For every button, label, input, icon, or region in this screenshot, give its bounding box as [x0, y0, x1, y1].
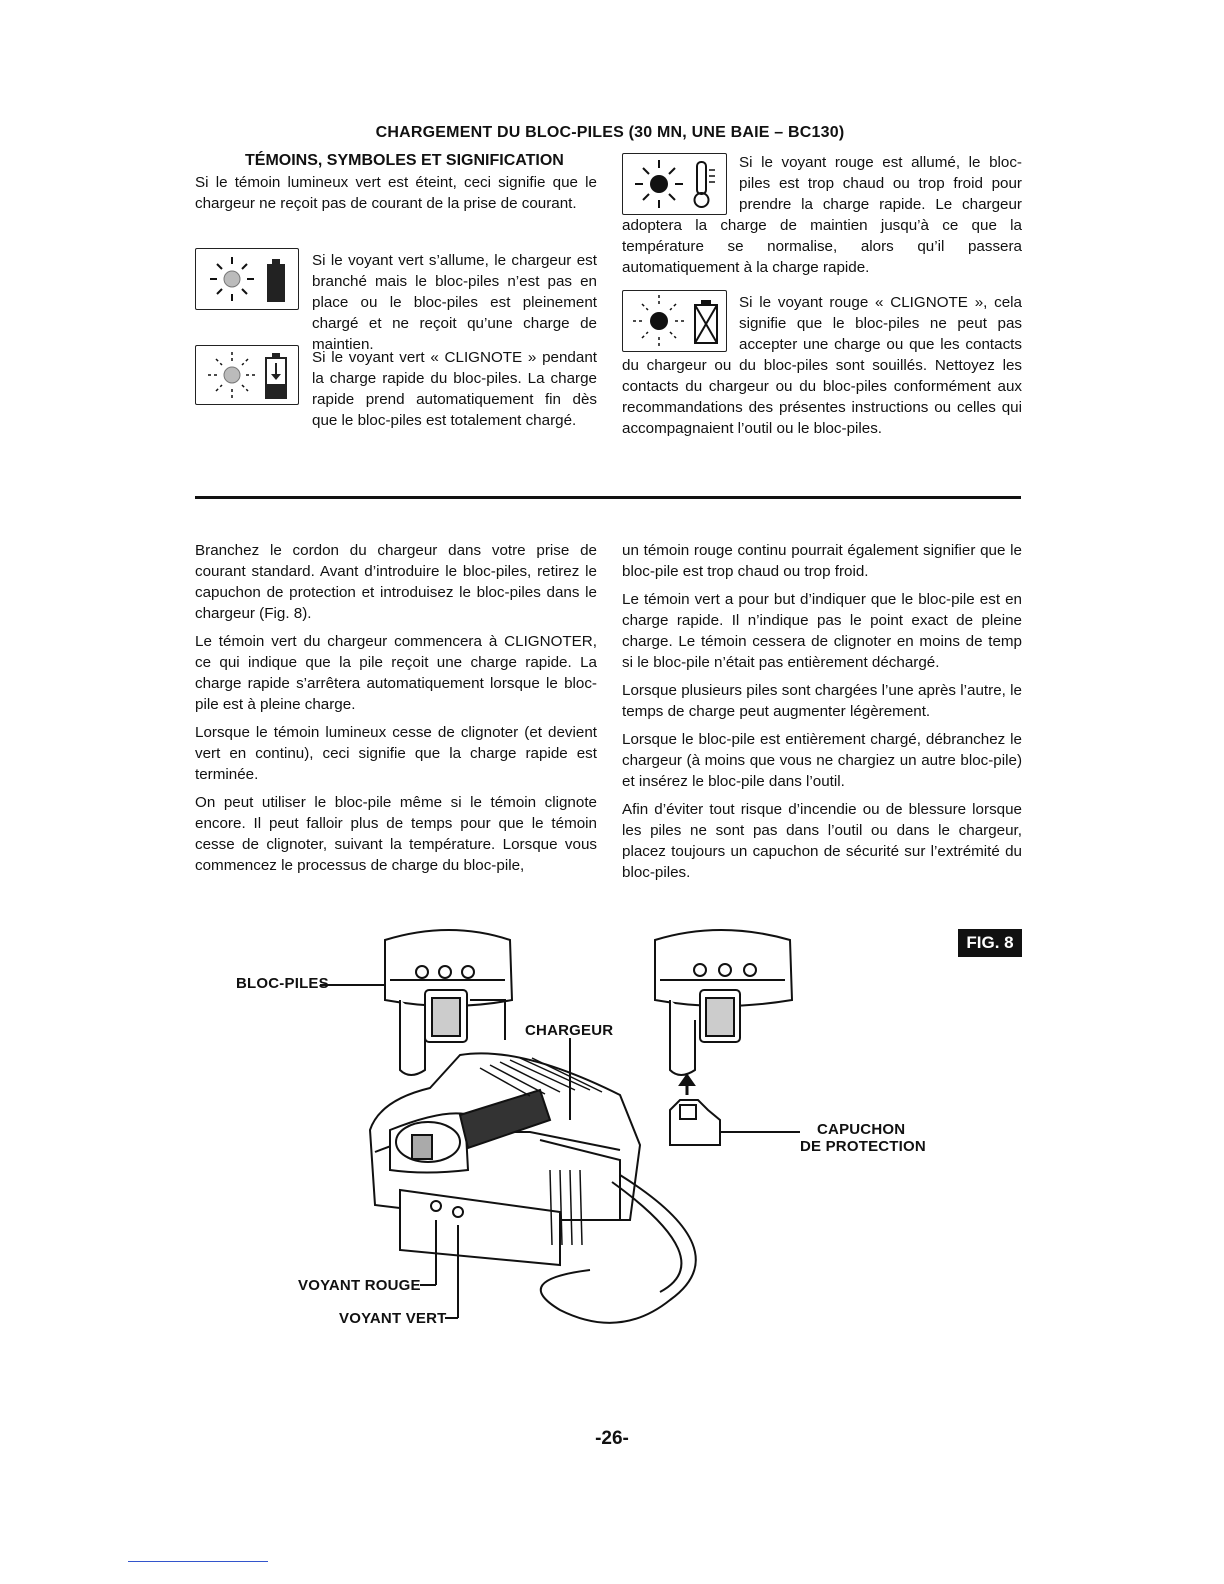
green-steady-text: Si le voyant vert s’allume, le chargeur est branché mais le bloc-piles n’est pas en place ou le bloc-piles est pleinement chargé et ne reçoit qu’une charge de maintien.: [312, 252, 597, 353]
green-light-blinking-icon: [195, 345, 299, 405]
section-divider: [195, 496, 1021, 499]
red-steady-text: Si le voyant rouge est allumé, le bloc-piles est trop chaud ou trop froid pour prendre la charge rapide. Le chargeur adoptera la charge de maintien jusqu’à ce que la température se normalise, alors qu’il passera automatiquement à la charge rapide.: [622, 154, 1022, 276]
label-green-light: VOYANT VERT: [339, 1310, 447, 1327]
green-light-steady-icon: [195, 248, 299, 310]
label-charger: CHARGEUR: [525, 1022, 614, 1039]
body-right-paragraph: Afin d’éviter tout risque d’incendie ou de blessure lorsque les piles ne sont pas dans l’outil ou dans le chargeur, placez toujours un capuchon de sécurité sur l’extrémité du bloc-piles.: [622, 801, 1022, 881]
label-battery: BLOC-PILES: [236, 975, 329, 992]
body-left-column: [195, 540, 597, 883]
label-red-light: VOYANT ROUGE: [298, 1277, 421, 1294]
label-cap-line2: DE PROTECTION: [800, 1138, 926, 1155]
footer-line: [128, 1561, 268, 1562]
red-blink-text: Si le voyant rouge « CLIGNOTE », cela signifie que le bloc-piles ne peut pas accepter une charge ou que les contacts du chargeur ou du bloc-piles sont souillés. Nettoyez les contacts du chargeur ou du bloc-piles conformément aux recommandations des présentes instructions ou celles qui accompagnaient l’outil ou le bloc-piles.: [622, 294, 1022, 437]
page-number: -26-: [595, 1428, 629, 1449]
green-blink-text: Si le voyant vert « CLIGNOTE » pendant la charge rapide du bloc-piles. La charge rapide prend automatiquement fin dès que le bloc-piles est totalement chargé.: [312, 349, 597, 429]
body-right-paragraph: Lorsque plusieurs piles sont chargées l’une après l’autre, le temps de charge peut augmenter légèrement.: [622, 682, 1022, 720]
body-left-paragraph: On peut utiliser le bloc-pile même si le témoin clignote encore. Il peut falloir plus de temps pour que le témoin cesse de clignoter, suivant la température. Lorsque vous commencez le processus de charge du bloc-pile,: [195, 794, 597, 874]
body-right-paragraph: Le témoin vert a pour but d’indiquer que le bloc-pile est en charge rapide. Il n’indique pas le point exact de pleine charge. Le témoin cessera de clignoter en moins de temp si le bloc-pile n’était pas entièrement déchargé.: [622, 591, 1022, 671]
body-right-paragraph: Lorsque le bloc-pile est entièrement chargé, débranchez le chargeur (à moins que vous ne chargiez un autre bloc-pile) et insérez le bloc-pile dans l’outil.: [622, 731, 1022, 790]
body-left-paragraph: Le témoin vert du chargeur commencera à CLIGNOTER, ce qui indique que la pile reçoit une charge rapide. La charge rapide s’arrêtera automatiquement lorsque le bloc-pile est à pleine charge.: [195, 633, 597, 713]
body-right-paragraph: un témoin rouge continu pourrait également signifier que le bloc-pile est trop chaud ou trop froid.: [622, 542, 1022, 580]
section-subtitle: TÉMOINS, SYMBOLES ET SIGNIFICATION: [245, 152, 564, 169]
page-title: CHARGEMENT DU BLOC-PILES (30 MN, UNE BAIE – BC130): [375, 124, 845, 141]
figure-badge: FIG. 8: [958, 929, 1022, 957]
label-cap-line1: CAPUCHON: [817, 1121, 906, 1138]
body-left-paragraph: Branchez le cordon du chargeur dans votre prise de courant standard. Avant d’introduire le bloc-piles, retirez le capuchon de protection et introduisez le bloc-piles dans le chargeur (Fig. 8).: [195, 542, 597, 622]
intro-paragraph: Si le témoin lumineux vert est éteint, ceci signifie que le chargeur ne reçoit pas de courant de la prise de courant.: [195, 174, 597, 212]
body-right-column: [622, 540, 1022, 890]
body-left-paragraph: Lorsque le témoin lumineux cesse de clignoter (et devient vert en continu), ceci signifie que la charge rapide est terminée.: [195, 724, 597, 783]
